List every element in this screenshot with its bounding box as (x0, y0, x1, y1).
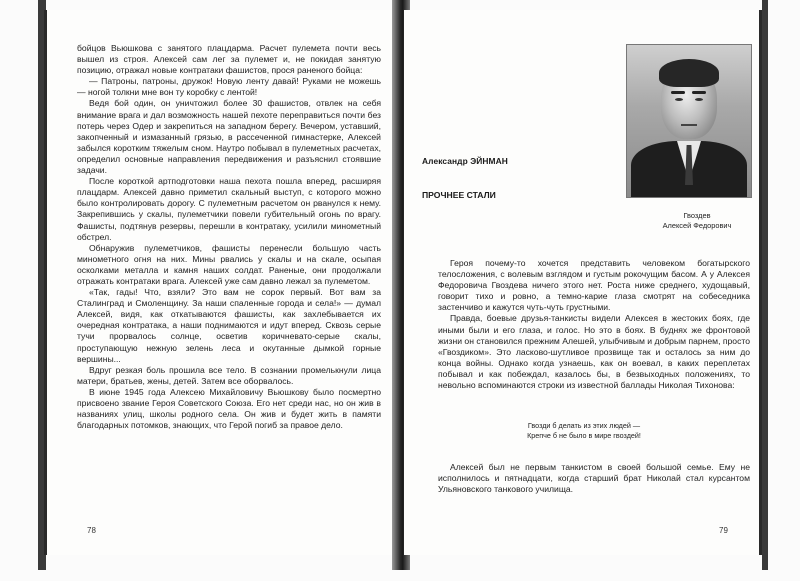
portrait-photo (626, 44, 752, 198)
paragraph: Героя почему-то хочется представить человеком богатырского телосложения, с волевым взглядом и густым рокочущим басом. А у Алексея Федоровича Гвоздева ничего этого нет. Роста ниже среднего, худощавый, говорит тихо и ровно, а темно-карие глаза смотрят на собеседника застенчиво и кажутся чуть-чуть грустными. (438, 258, 750, 313)
verse-quote (484, 421, 684, 441)
article-title: ПРОЧНЕЕ СТАЛИ (422, 190, 496, 200)
photo-left-eye (675, 98, 683, 101)
paragraph: — Патроны, патроны, дружок! Новую ленту давай! Руками не можешь — ногой толкни мне вон ту коробку с лентой! (77, 76, 381, 98)
paragraph: Алексей был не первым танкистом в своей большой семье. Ему не исполнилось и пятнадцати, когда старший брат Николай стал курсантом Ульяновского танкового училища. (438, 462, 750, 495)
paragraph: После короткой артподготовки наша пехота пошла вперед, расширяя плацдарм. Алексей давно приметил скальный выступ, с которого можно было контролировать дорогу. С пулеметным расчетом он рванулся к нему. Закрепившись у скалы, пулеметчики повели губительный огонь по врагу. Фашисты, подтянув резервы, перешли в контратаку, усилили минометный обстрел. (77, 176, 381, 242)
left-page-text (77, 43, 381, 431)
page-number-right: 79 (719, 526, 728, 535)
paragraph: бойцов Вьюшкова с занятого плацдарма. Расчет пулемета почти весь вышел из строя. Алексей сам лег за пулемет и, не покидая занятую позицию, отражал новые контратаки фашистов, прося раненого бойца: (77, 43, 381, 76)
right-edge-shadow (762, 0, 768, 570)
article-author: Александр ЭЙНМАН (422, 156, 508, 166)
verse-line: Крепче б не было в мире гвоздей! (527, 431, 641, 440)
paragraph: Ведя бой один, он уничтожил более 30 фашистов, отвлек на себя внимание врага и дал возможность нашей пехоте переправиться почти без потерь через Одер и закрепиться на западном берегу. Вечером, уставший, закопченный и измазанный грязью, в рассеченной гимнастерке, Алексей забылся коротким тяжелым сном. Наутро побывал в пулеметных расчетах, определил основные направления передвижения и разъяснил стоявшие задачи. (77, 98, 381, 176)
photo-right-brow (692, 91, 706, 94)
photo-right-eye (695, 98, 703, 101)
paragraph: Вдруг резкая боль прошила все тело. В сознании промелькнули лица матери, братьев, жены, детей. Затем все оборвалось. (77, 364, 381, 386)
photo-hair (659, 59, 719, 87)
paragraph: В июне 1945 года Алексею Михайловичу Вьюшкову было посмертно присвоено звание Героя Советского Союза. Его нет среди нас, но он жив в названиях улиц, школы родного села. Он жив и будет жить в памяти благодарных потомков, знающих, что Герой погиб за правое дело. (77, 386, 381, 431)
right-page-text (438, 258, 750, 391)
photo-mouth (681, 124, 697, 126)
caption-surname: Гвоздев (683, 211, 711, 220)
paragraph: Правда, боевые друзья-танкисты видели Алексея в жестоких боях, где иными были и его глаза, и голос. Но это в боях. В буднях же фронтовой жизни он становился прежним Алешей, улыбчивым и добрым парнем, просто «Гвоздиком». Это ласково-шутливое прозвище так и осталось за ним до конца войны. Однако когда узнаешь, как он воевал, в каких переплетах побывал и как побеждал, казалось бы, в безвыходных положениях, то невольно вспоминаются строки из известной баллады Николая Тихонова: (438, 313, 750, 391)
paragraph: «Так, гады! Что, взяли? Это вам не сорок первый. Вот вам за Сталинград и Смоленщину. За наши спаленные города и села!» — думал Алексей, видя, как откатываются фашисты, как захлебывается их очередная контратака, а наши поднимаются и идут вперед. Сквозь серые тучи прорвалось солнце, осветив коричневато-серые скалы, проступающую нежную зелень леса и окутанные дымкой горные вершины... (77, 287, 381, 364)
left-page (44, 10, 400, 555)
verse-line: Гвозди б делать из этих людей — (527, 421, 641, 430)
right-page-text-continued (438, 462, 750, 495)
caption-name: Алексей Федорович (662, 221, 732, 230)
right-page (404, 10, 762, 555)
photo-caption (642, 211, 752, 231)
paragraph: Обнаружив пулеметчиков, фашисты перенесли большую часть минометного огня на них. Мины рвались у скалы и на скале, осыпая осколками металла и камня наших солдат. Раненые, они продолжали отражать контратаки врага. Алексей уже сам давно лежал за пулеметом. (77, 242, 381, 286)
photo-left-brow (671, 91, 685, 94)
page-number-left: 78 (87, 526, 96, 535)
